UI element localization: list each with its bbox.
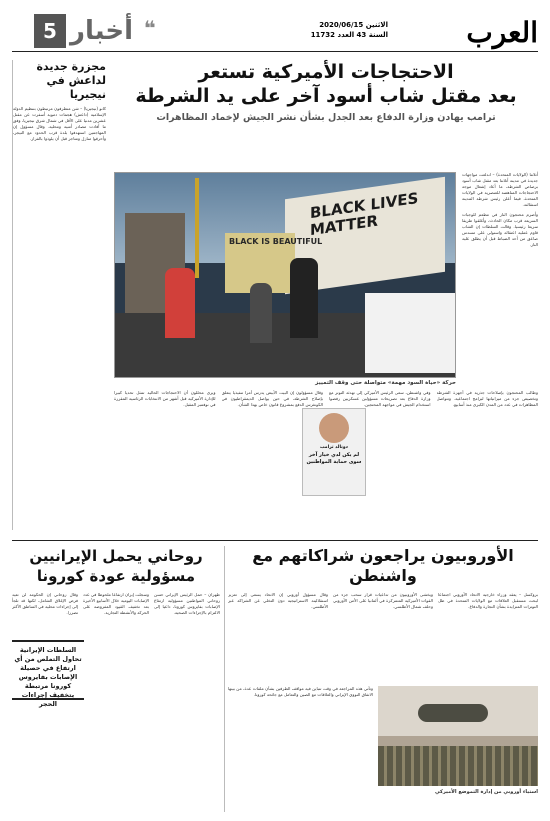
- europe-story: [228, 546, 538, 795]
- quote-box: [302, 408, 366, 496]
- iran-headline-line2: مسؤولية عودة كورونا: [36, 567, 196, 585]
- section-divider: [12, 540, 538, 541]
- column-divider: [224, 546, 225, 812]
- protest-photo: [114, 172, 456, 378]
- column-text: وفي واشنطن، سعى الرئيس الأميركي إلى تهدئة التوتر مع وزارة الدفاع بعد تصريحات مسؤولين عسكريين رفضوا استخدام الجيش في مواجهة المحتجين.: [329, 390, 431, 407]
- masthead: [12, 12, 538, 52]
- column-text: وقال مسؤول أوروبي إن الاتحاد يسعى إلى تعزيز استقلاليته الاستراتيجية دون التخلي عن الشراكة عبر الأطلسي.: [228, 592, 328, 609]
- section-title: أخبار: [70, 16, 133, 46]
- lead-text: أتلانتا (الولايات المتحدة) – اندلعت مواجهات جديدة في مدينة أتلانتا بعد مقتل شاب أسود برصاص الشرطة، ما أعاد إشعال موجة الاحتجاجات المناهضة للعنصرية في الولايات المتحدة، فيما أعلن رئيس شرطة المدينة استقالته.: [462, 172, 538, 207]
- sign-text: BLACK LIVES MATTER: [310, 188, 419, 240]
- newspaper-logo: العرب: [466, 16, 538, 49]
- iran-story: [12, 546, 220, 792]
- right-column-text: وأضرم محتجون النار في مطعم للوجبات السريعة قرب مكان الحادث، وأغلقوا طريقا سريعا رئيسيا. وقالت السلطات إن الشاب قاوم عملية اعتقاله واستولى على مسدس صاعق من أحد الضباط قبل أن يطلق عليه النار.: [462, 212, 538, 247]
- lead-column: [462, 172, 538, 248]
- column-text: طهران – حمل الرئيس الإيراني حسن روحاني المواطنين مسؤولية ارتفاع الإصابات بفايروس كورونا، داعيا إلى الالتزام بالإجراءات الصحية.: [154, 592, 220, 615]
- column-text: بروكسل – يعقد وزراء خارجية الاتحاد الأوروبي اجتماعا لبحث مستقبل العلاقات مع الولايات المتحدة في ظل التوترات المتزايدة بشأن التجارة والدفاع.: [438, 592, 538, 609]
- column-text: وطالب المحتجون بإصلاحات جذرية في أجهزة الشرطة وتخصيص جزء من ميزانياتها لبرامج اجتماعية. وتتواصل المظاهرات في عدد من المدن الكبرى منذ أسابيع.: [436, 390, 538, 407]
- sidebar-headline: مجزرة جديدة لداعش في نيجيريا: [36, 60, 106, 101]
- column-text: وقال روحاني إن الحكومة لن تعيد فرض الإغلاق الشامل، لكنها قد تلجأ إلى إجراءات محلية في المناطق الأكثر تضررا.: [12, 592, 78, 615]
- troops-photo: [378, 686, 538, 786]
- europe-headline: الأوروبيون يراجعون شراكاتهم مع واشنطن: [252, 546, 514, 585]
- europe-left-column: وتأتي هذه المراجعة في وقت تتباين فيه مواقف الطرفين بشأن ملفات عدة، من بينها الاتفاق النووي الإيراني والعلاقات مع الصين والتعامل مع جائحة كورونا.: [228, 686, 373, 697]
- top-headline-line1: الاحتجاجات الأميركية تستعر: [198, 61, 454, 83]
- column-text: وسجلت إيران ارتفاعا ملحوظا في عدد الإصابات اليومية خلال الأسابيع الأخيرة بعد تخفيف القيود المفروضة على الحركة والأنشطة التجارية.: [83, 592, 149, 615]
- dateline: [311, 20, 388, 40]
- issue-number: السنة 43 العدد 11732: [310, 31, 388, 39]
- sidebar-story: [12, 60, 106, 530]
- portrait-photo: [319, 413, 349, 443]
- top-headline-line2: بعد مقتل شاب أسود آخر على يد الشرطة: [135, 85, 517, 107]
- quote-mark-icon: ❝: [144, 16, 156, 40]
- quote-text: لم يكن لدي خيار آخر سوى حماية المواطنين: [306, 452, 362, 465]
- pull-quote: السلطات الإيرانية تحاول التملص من أي ارتفاع في حصيلة الإصابات بفايروس كورونا مرتبطة بتخفيف إجراءات الحجر: [12, 640, 84, 700]
- column-text: ويرى محللون أن الاحتجاجات الحالية تمثل تحديا كبيرا للإدارة الأميركية قبل أشهر من الانتخابات الرئاسية المقررة في نوفمبر المقبل.: [114, 390, 216, 407]
- sidebar-body: كانو (نيجيريا) – شن متطرفون مرتبطون بتنظيم الدولة الإسلامية (داعش) هجمات دموية أسفرت عن مقتل عشرين مدنيا على الأقل في شمال شرق نيجيريا، وفق ما أفادت مصادر أمنية ومحلية. وقال مسؤول إن المهاجمين استهدفوا بلدة قرب الحدود مع النيجر، وأحرقوا منازل ومتاجر قبل أن يلوذوا بالفرار.: [13, 106, 106, 141]
- issue-date: الاثنين 2020/06/15: [319, 21, 388, 29]
- troops-caption: استياء أوروبي من إدارة التموضع الأميركي: [434, 789, 538, 795]
- top-story: [114, 60, 538, 124]
- helicopter-shape: [418, 704, 488, 722]
- quote-name: دونالد ترامب: [320, 445, 348, 450]
- iran-headline-line1: روحاني يحمل الإيرانيين: [29, 547, 203, 565]
- page-number: 5: [34, 14, 66, 48]
- top-subhead: ترامب يهادن وزارة الدفاع بعد الجدل بشأن نشر الجيش لإخماد المظاهرات: [156, 112, 496, 123]
- sign-left-text: BLACK IS BEAUTIFUL: [229, 237, 323, 246]
- column-text: وقال مسؤولون إن البيت الأبيض يدرس أمرا تنفيذيا يتعلق بإصلاح الشرطة، في حين يواصل الديمقراطيون في الكونغرس الدفع بمشروع قانون خاص بهذا الشأن.: [221, 390, 323, 407]
- column-text: ويخشى الأوروبيون من تداعيات قرار سحب جزء من القوات الأميركية المتمركزة في ألمانيا على الأمن الأوروبي وحلف شمال الأطلسي.: [333, 592, 433, 609]
- newspaper-page: [12, 12, 538, 812]
- photo-caption: حركة «حياة السود مهمة» متواصلة حتى وقف التمييز: [315, 380, 456, 386]
